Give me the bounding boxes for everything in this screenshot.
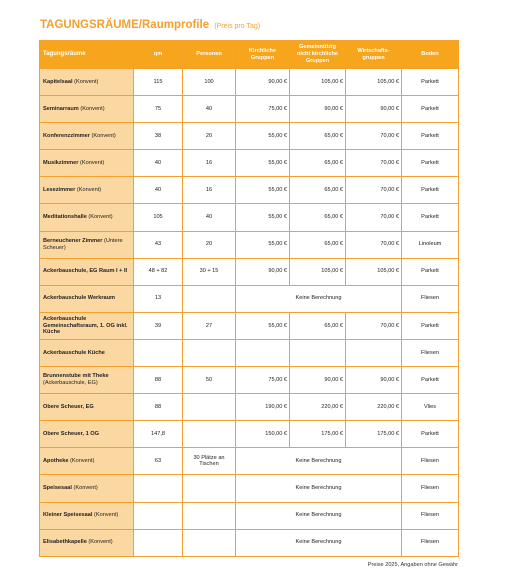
price-nonprofit-cell: 65,00 € <box>290 231 346 258</box>
room-name: Apotheke <box>43 458 69 464</box>
floor-cell: Parkett <box>402 150 459 177</box>
room-name-cell <box>40 204 134 231</box>
column-header: Kirchliche Gruppen <box>236 41 290 69</box>
price-merged-cell: Keine Berechnung <box>236 285 402 312</box>
qm-cell: 48 + 82 <box>134 258 183 285</box>
floor-cell: Parkett <box>402 96 459 123</box>
table-row <box>40 475 459 502</box>
table-row <box>40 150 459 177</box>
table-row <box>40 448 459 475</box>
floor-cell: Fliesen <box>402 285 459 312</box>
room-name: Obere Scheuer, 1 OG <box>43 430 99 437</box>
table-row <box>40 258 459 285</box>
table-body <box>40 69 459 557</box>
price-nonprofit-cell: 65,00 € <box>290 123 346 150</box>
table-row <box>40 69 459 96</box>
persons-cell <box>183 529 236 556</box>
room-name-cell <box>40 312 134 339</box>
persons-cell: 20 <box>183 123 236 150</box>
persons-cell: 16 <box>183 177 236 204</box>
qm-cell: 40 <box>134 177 183 204</box>
room-note: (Konvent) <box>80 105 105 112</box>
room-name-cell <box>40 502 134 529</box>
table-row <box>40 421 459 448</box>
room-name-cell <box>40 69 134 96</box>
room-name: Obere Scheuer, EG <box>43 403 94 410</box>
price-nonprofit-cell: 90,00 € <box>290 367 346 394</box>
room-name-cell <box>40 421 134 448</box>
table-row <box>40 367 459 394</box>
room-note: (Konvent) <box>88 214 113 221</box>
room-name-cell <box>40 96 134 123</box>
room-name-cell <box>40 367 134 394</box>
floor-cell: Parkett <box>402 312 459 339</box>
qm-cell: 39 <box>134 312 183 339</box>
price-business-cell <box>346 339 402 366</box>
qm-cell: 63 <box>134 448 183 475</box>
column-header: Tagungsräume <box>40 41 134 69</box>
price-church-cell: 55,00 € <box>236 123 290 150</box>
price-church-cell: 75,00 € <box>236 96 290 123</box>
floor-cell: Linoleum <box>402 231 459 258</box>
room-name-cell <box>40 339 134 366</box>
qm-cell: 38 <box>134 123 183 150</box>
price-business-cell: 70,00 € <box>346 231 402 258</box>
room-name: Seminarraum <box>43 105 79 112</box>
column-header: qm <box>134 41 183 69</box>
room-table <box>39 40 459 557</box>
room-name: Brunnenstube mit Theke <box>43 373 109 380</box>
qm-cell <box>134 502 183 529</box>
price-business-cell: 105,00 € <box>346 69 402 96</box>
qm-cell: 13 <box>134 285 183 312</box>
floor-cell: Parkett <box>402 258 459 285</box>
price-nonprofit-cell <box>290 339 346 366</box>
floor-cell: Vlies <box>402 394 459 421</box>
column-header: Personen <box>183 41 236 69</box>
table-row <box>40 204 459 231</box>
column-header: Gemeinnützig nicht kirchliche Gruppen <box>290 41 346 69</box>
floor-cell: Parkett <box>402 367 459 394</box>
qm-cell: 115 <box>134 69 183 96</box>
price-business-cell: 175,00 € <box>346 421 402 448</box>
qm-cell <box>134 339 183 366</box>
room-name-cell <box>40 231 134 258</box>
persons-cell: 30 + 15 <box>183 258 236 285</box>
room-name: Musikzimmer <box>43 159 79 166</box>
floor-cell: Fliesen <box>402 502 459 529</box>
price-church-cell: 55,00 € <box>236 177 290 204</box>
table-row <box>40 312 459 339</box>
qm-cell: 75 <box>134 96 183 123</box>
room-name-cell <box>40 177 134 204</box>
table-row <box>40 502 459 529</box>
persons-cell: 50 <box>183 367 236 394</box>
price-nonprofit-cell: 65,00 € <box>290 204 346 231</box>
floor-cell: Fliesen <box>402 339 459 366</box>
room-name: Lesezimmer <box>43 187 76 194</box>
room-name-cell <box>40 150 134 177</box>
room-name-cell <box>40 475 134 502</box>
table-row <box>40 529 459 556</box>
persons-cell: 30 Plätze an Tischen <box>183 448 236 475</box>
price-nonprofit-cell: 105,00 € <box>290 69 346 96</box>
column-header: Wirtschafts-gruppen <box>346 41 402 69</box>
table-row <box>40 177 459 204</box>
price-business-cell: 70,00 € <box>346 312 402 339</box>
persons-cell: 100 <box>183 69 236 96</box>
room-note: (Konvent) <box>88 539 113 546</box>
qm-cell: 147,8 <box>134 421 183 448</box>
room-note: (Konvent) <box>94 512 119 519</box>
price-nonprofit-cell: 90,00 € <box>290 96 346 123</box>
floor-cell: Parkett <box>402 123 459 150</box>
persons-cell <box>183 421 236 448</box>
qm-cell: 105 <box>134 204 183 231</box>
price-nonprofit-cell: 220,00 € <box>290 394 346 421</box>
room-name-cell <box>40 529 134 556</box>
room-name: Speisesaal <box>43 485 72 492</box>
footnote: Preise 2025, Angaben ohne Gewähr <box>367 562 458 568</box>
room-name-cell <box>40 258 134 285</box>
room-name: Berneuchener Zimmer <box>43 237 103 244</box>
room-note: (Ackerbauschule, EG) <box>43 380 98 387</box>
price-business-cell: 70,00 € <box>346 177 402 204</box>
price-merged-cell: Keine Berechnung <box>236 502 402 529</box>
table-row <box>40 123 459 150</box>
price-business-cell: 90,00 € <box>346 367 402 394</box>
persons-cell <box>183 475 236 502</box>
floor-cell: Fliesen <box>402 448 459 475</box>
room-name: Konferenzzimmer <box>43 132 90 139</box>
floor-cell: Parkett <box>402 421 459 448</box>
price-church-cell: 55,00 € <box>236 231 290 258</box>
price-church-cell: 190,00 € <box>236 394 290 421</box>
price-merged-cell: Keine Berechnung <box>236 475 402 502</box>
qm-cell <box>134 475 183 502</box>
table-row <box>40 231 459 258</box>
floor-cell: Fliesen <box>402 529 459 556</box>
qm-cell: 88 <box>134 394 183 421</box>
persons-cell: 27 <box>183 312 236 339</box>
persons-cell: 40 <box>183 204 236 231</box>
price-church-cell: 55,00 € <box>236 150 290 177</box>
qm-cell: 43 <box>134 231 183 258</box>
room-name: Meditationshalle <box>43 214 87 221</box>
room-name-cell <box>40 394 134 421</box>
persons-cell: 40 <box>183 96 236 123</box>
room-name: Kapitelsaal <box>43 78 73 85</box>
price-nonprofit-cell: 105,00 € <box>290 258 346 285</box>
price-merged-cell: Keine Berechnung <box>236 448 402 475</box>
qm-cell: 88 <box>134 367 183 394</box>
room-name: Kleiner Speisesaal <box>43 512 93 519</box>
title-main: TAGUNGSRÄUME/Raumprofile <box>40 19 210 31</box>
price-nonprofit-cell: 65,00 € <box>290 312 346 339</box>
qm-cell: 40 <box>134 150 183 177</box>
price-business-cell: 105,00 € <box>346 258 402 285</box>
room-note: (Konvent) <box>74 78 99 85</box>
price-church-cell: 75,00 € <box>236 367 290 394</box>
price-merged-cell: Keine Berechnung <box>236 529 402 556</box>
price-business-cell: 70,00 € <box>346 123 402 150</box>
header-row <box>40 41 459 69</box>
room-note: (Konvent) <box>73 485 98 492</box>
price-church-cell: 55,00 € <box>236 204 290 231</box>
price-church-cell: 90,00 € <box>236 69 290 96</box>
room-note: (Konvent) <box>80 159 105 166</box>
persons-cell <box>183 502 236 529</box>
table-row <box>40 285 459 312</box>
persons-cell: 20 <box>183 231 236 258</box>
room-name: Elisabethkapelle <box>43 539 87 546</box>
floor-cell: Parkett <box>402 204 459 231</box>
price-business-cell: 70,00 € <box>346 204 402 231</box>
room-note: (Konvent) <box>91 132 116 139</box>
persons-cell <box>183 394 236 421</box>
price-nonprofit-cell: 175,00 € <box>290 421 346 448</box>
table-row <box>40 96 459 123</box>
price-business-cell: 220,00 € <box>346 394 402 421</box>
room-note: (Konvent) <box>70 458 95 464</box>
price-church-cell: 55,00 € <box>236 312 290 339</box>
page-title <box>40 19 260 31</box>
room-name: Ackerbauschule Küche <box>43 349 105 356</box>
room-name: Ackerbauschule Gemeinschaftsraum, 1. OG inkl. Küche <box>43 315 128 336</box>
room-name-cell <box>40 285 134 312</box>
price-church-cell <box>236 339 290 366</box>
room-note: (Untere Scheuer) <box>43 237 123 251</box>
room-name-cell <box>40 123 134 150</box>
table-row <box>40 394 459 421</box>
persons-cell <box>183 285 236 312</box>
floor-cell: Fliesen <box>402 475 459 502</box>
room-name: Ackerbauschule, EG Raum I + II <box>43 268 128 275</box>
qm-cell <box>134 529 183 556</box>
title-subtitle: (Preis pro Tag) <box>214 23 261 30</box>
persons-cell: 16 <box>183 150 236 177</box>
price-business-cell: 90,00 € <box>346 96 402 123</box>
room-name: Ackerbauschule Werkraum <box>43 295 116 302</box>
table-row <box>40 339 459 366</box>
price-nonprofit-cell: 65,00 € <box>290 177 346 204</box>
price-church-cell: 150,00 € <box>236 421 290 448</box>
floor-cell: Parkett <box>402 177 459 204</box>
price-church-cell: 90,00 € <box>236 258 290 285</box>
room-note: (Konvent) <box>76 187 102 194</box>
price-business-cell: 70,00 € <box>346 150 402 177</box>
floor-cell: Parkett <box>402 69 459 96</box>
persons-cell <box>183 339 236 366</box>
price-nonprofit-cell: 65,00 € <box>290 150 346 177</box>
room-name-cell <box>40 448 134 475</box>
column-header: Boden <box>402 41 459 69</box>
